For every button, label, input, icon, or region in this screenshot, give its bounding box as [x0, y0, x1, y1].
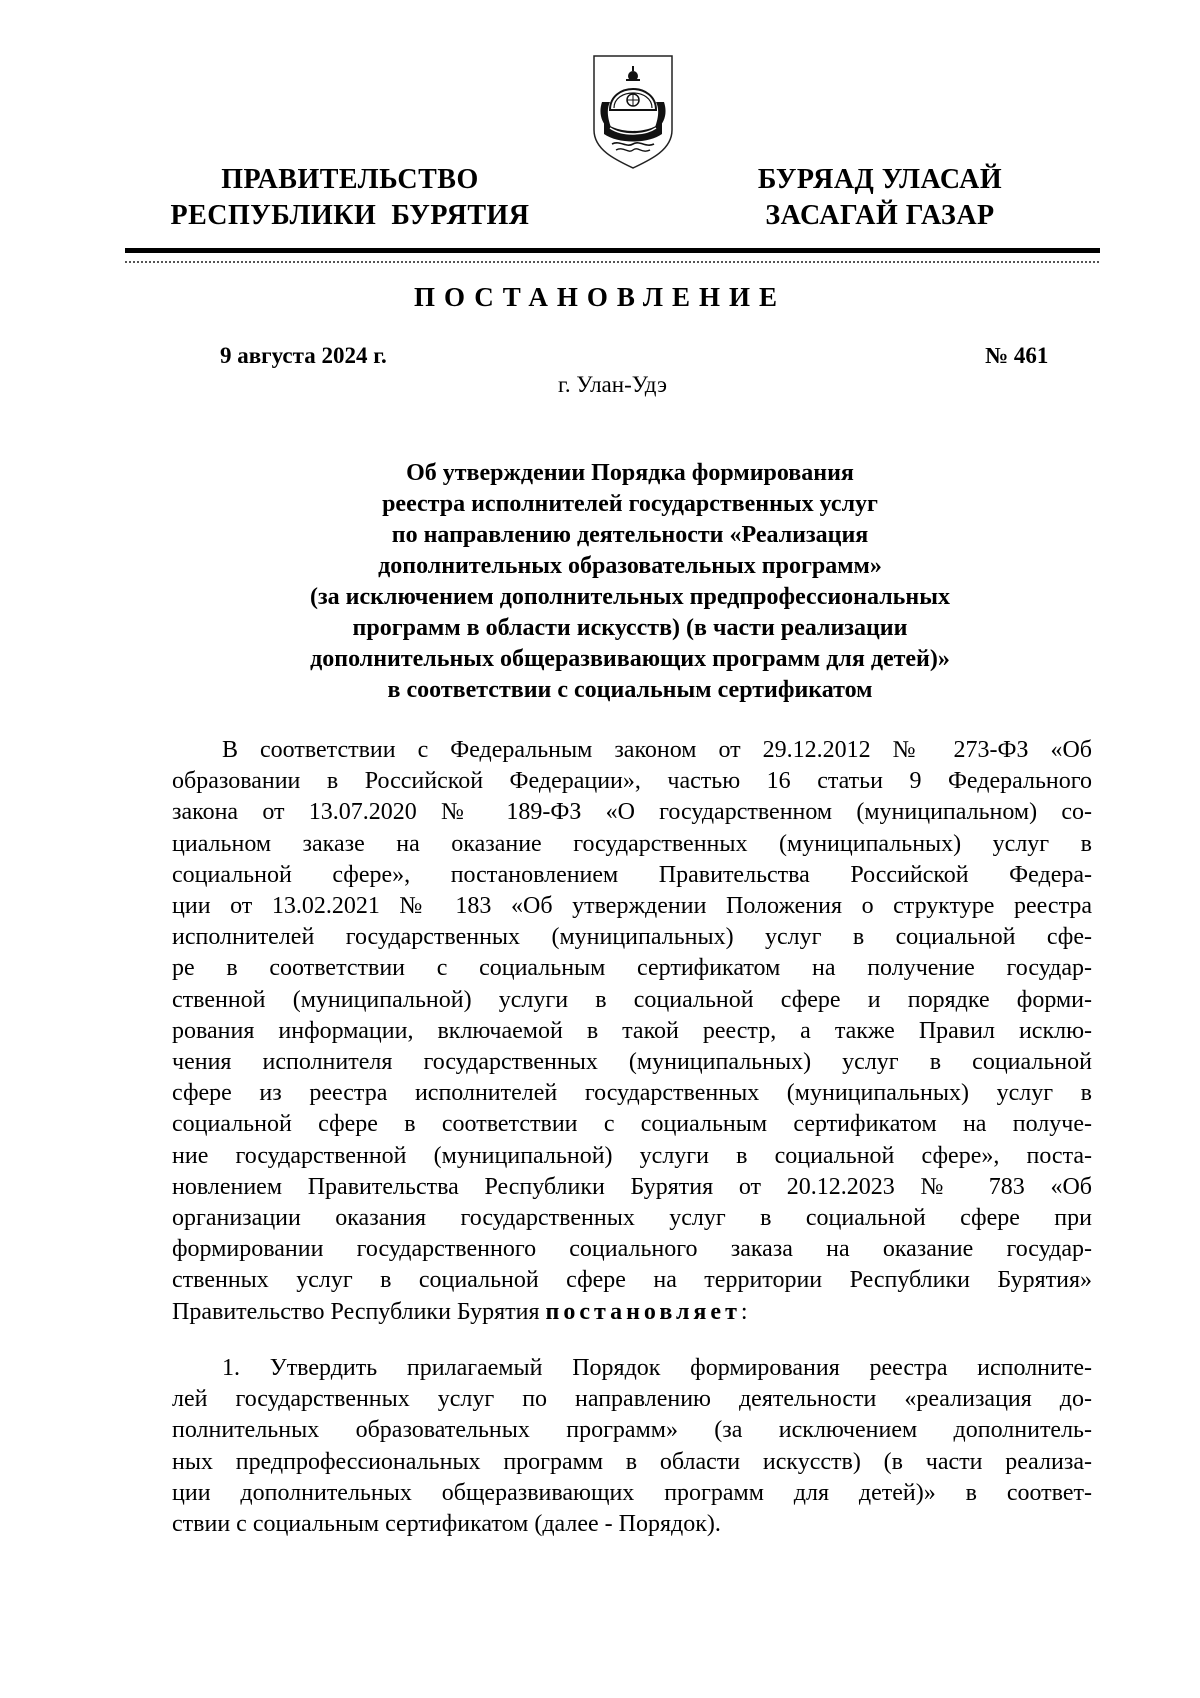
paragraph-line: рования информации, включаемой в такой реестр, а также Правил исклю-: [172, 1017, 1092, 1044]
paragraph-line: сфере из реестра исполнителей государственных (муниципальных) услуг в: [172, 1080, 1092, 1107]
title-line: в соответствии с социальным сертификатом: [387, 677, 873, 703]
paragraph-line: ственной (муниципальной) услуги в социальной сфере и порядке форми-: [172, 986, 1092, 1013]
resolution-prefix: Правительство Республики Бурятия: [172, 1298, 546, 1325]
paragraph-line: социальной сфере в соответствии с социальным сертификатом на получе-: [172, 1111, 1092, 1138]
coat-of-arms-icon: [588, 52, 678, 170]
header-divider-thick: [125, 248, 1100, 253]
document-number: № 461: [985, 343, 1049, 368]
title-line: Об утверждении Порядка формирования: [406, 460, 854, 486]
document-date: 9 августа 2024 г.: [220, 343, 387, 368]
paragraph-line: закона от 13.07.2020 № 189-ФЗ «О государственном (муниципальном) со-: [172, 799, 1092, 826]
paragraph-line: ние государственной (муниципальной) услуги в социальной сфере», поста-: [172, 1142, 1092, 1169]
title-line: дополнительных образовательных программ»: [378, 553, 882, 579]
paragraph-line: ных предпрофессиональных программ в области искусств) (в части реализа-: [172, 1448, 1092, 1475]
paragraph-line: образовании в Российской Федерации», частью 16 статьи 9 Федерального: [172, 768, 1092, 795]
resolves-word: постановляет: [545, 1298, 741, 1325]
resolution-line: [172, 1297, 1092, 1328]
title-line: программ в области искусств) (в части реализации: [352, 615, 908, 641]
paragraph-line: ре в соответствии с социальным сертификатом на получение государ-: [172, 955, 1092, 982]
government-name-russian: [160, 162, 540, 234]
title-line: реестра исполнителей государственных услуг: [382, 491, 878, 517]
header-right-line-2: ЗАСАГАЙ ГАЗАР: [765, 200, 995, 231]
paragraph-line: социальной сфере», постановлением Правительства Российской Федера-: [172, 861, 1092, 888]
paragraph-line: ции от 13.02.2021 № 183 «Об утверждении Положения о структуре реестра: [172, 893, 1092, 920]
paragraph-line: исполнителей государственных (муниципальных) услуг в социальной сфе-: [172, 924, 1092, 951]
paragraph-line: лей государственных услуг по направлению деятельности «реализация до-: [172, 1386, 1092, 1413]
resolution-suffix: :: [740, 1298, 748, 1325]
header-right-line-1: БУРЯАД УЛАСАЙ: [757, 164, 1003, 195]
clause-1-paragraph: [172, 1353, 1092, 1540]
paragraph-line: полнительных образовательных программ» (за исключением дополнитель-: [172, 1417, 1092, 1444]
header-divider-thin: [125, 261, 1100, 263]
paragraph-line: ции дополнительных общеразвивающих программ для детей)» в соответ-: [172, 1479, 1092, 1506]
paragraph-line: ствии с социальным сертификатом (далее - Порядок).: [172, 1511, 721, 1538]
document-title: [160, 458, 1100, 706]
paragraph-line: организации оказания государственных услуг в социальной сфере при: [172, 1205, 1092, 1232]
paragraph-line: ственных услуг в социальной сфере на территории Республики Бурятия»: [172, 1267, 1092, 1294]
header-left-line-1: ПРАВИТЕЛЬСТВО: [221, 164, 479, 195]
title-line: дополнительных общеразвивающих программ для детей)»: [310, 646, 950, 672]
document-type: ПОСТАНОВЛЕНИЕ: [413, 282, 787, 312]
government-name-buryat: [740, 162, 1020, 234]
paragraph-line: формировании государственного социального заказа на оказание государ-: [172, 1236, 1092, 1263]
title-line: (за исключением дополнительных предпрофессиональных: [310, 584, 950, 610]
paragraph-line: В соответствии с Федеральным законом от 29.12.2012 № 273-ФЗ «Об: [222, 737, 1092, 763]
document-city: г. Улан-Удэ: [558, 372, 667, 397]
title-line: по направлению деятельности «Реализация: [391, 522, 869, 548]
paragraph-line: чения исполнителя государственных (муниципальных) услуг в социальной: [172, 1049, 1092, 1076]
paragraph-line: 1. Утвердить прилагаемый Порядок формирования реестра исполните-: [222, 1355, 1092, 1381]
paragraph-line: циальном заказе на оказание государственных (муниципальных) услуг в: [172, 830, 1092, 857]
header-left-line-2: РЕСПУБЛИКИ БУРЯТИЯ: [170, 200, 530, 231]
preamble-paragraph: [172, 735, 1092, 1328]
paragraph-line: новлением Правительства Республики Бурятия от 20.12.2023 № 783 «Об: [172, 1173, 1092, 1200]
